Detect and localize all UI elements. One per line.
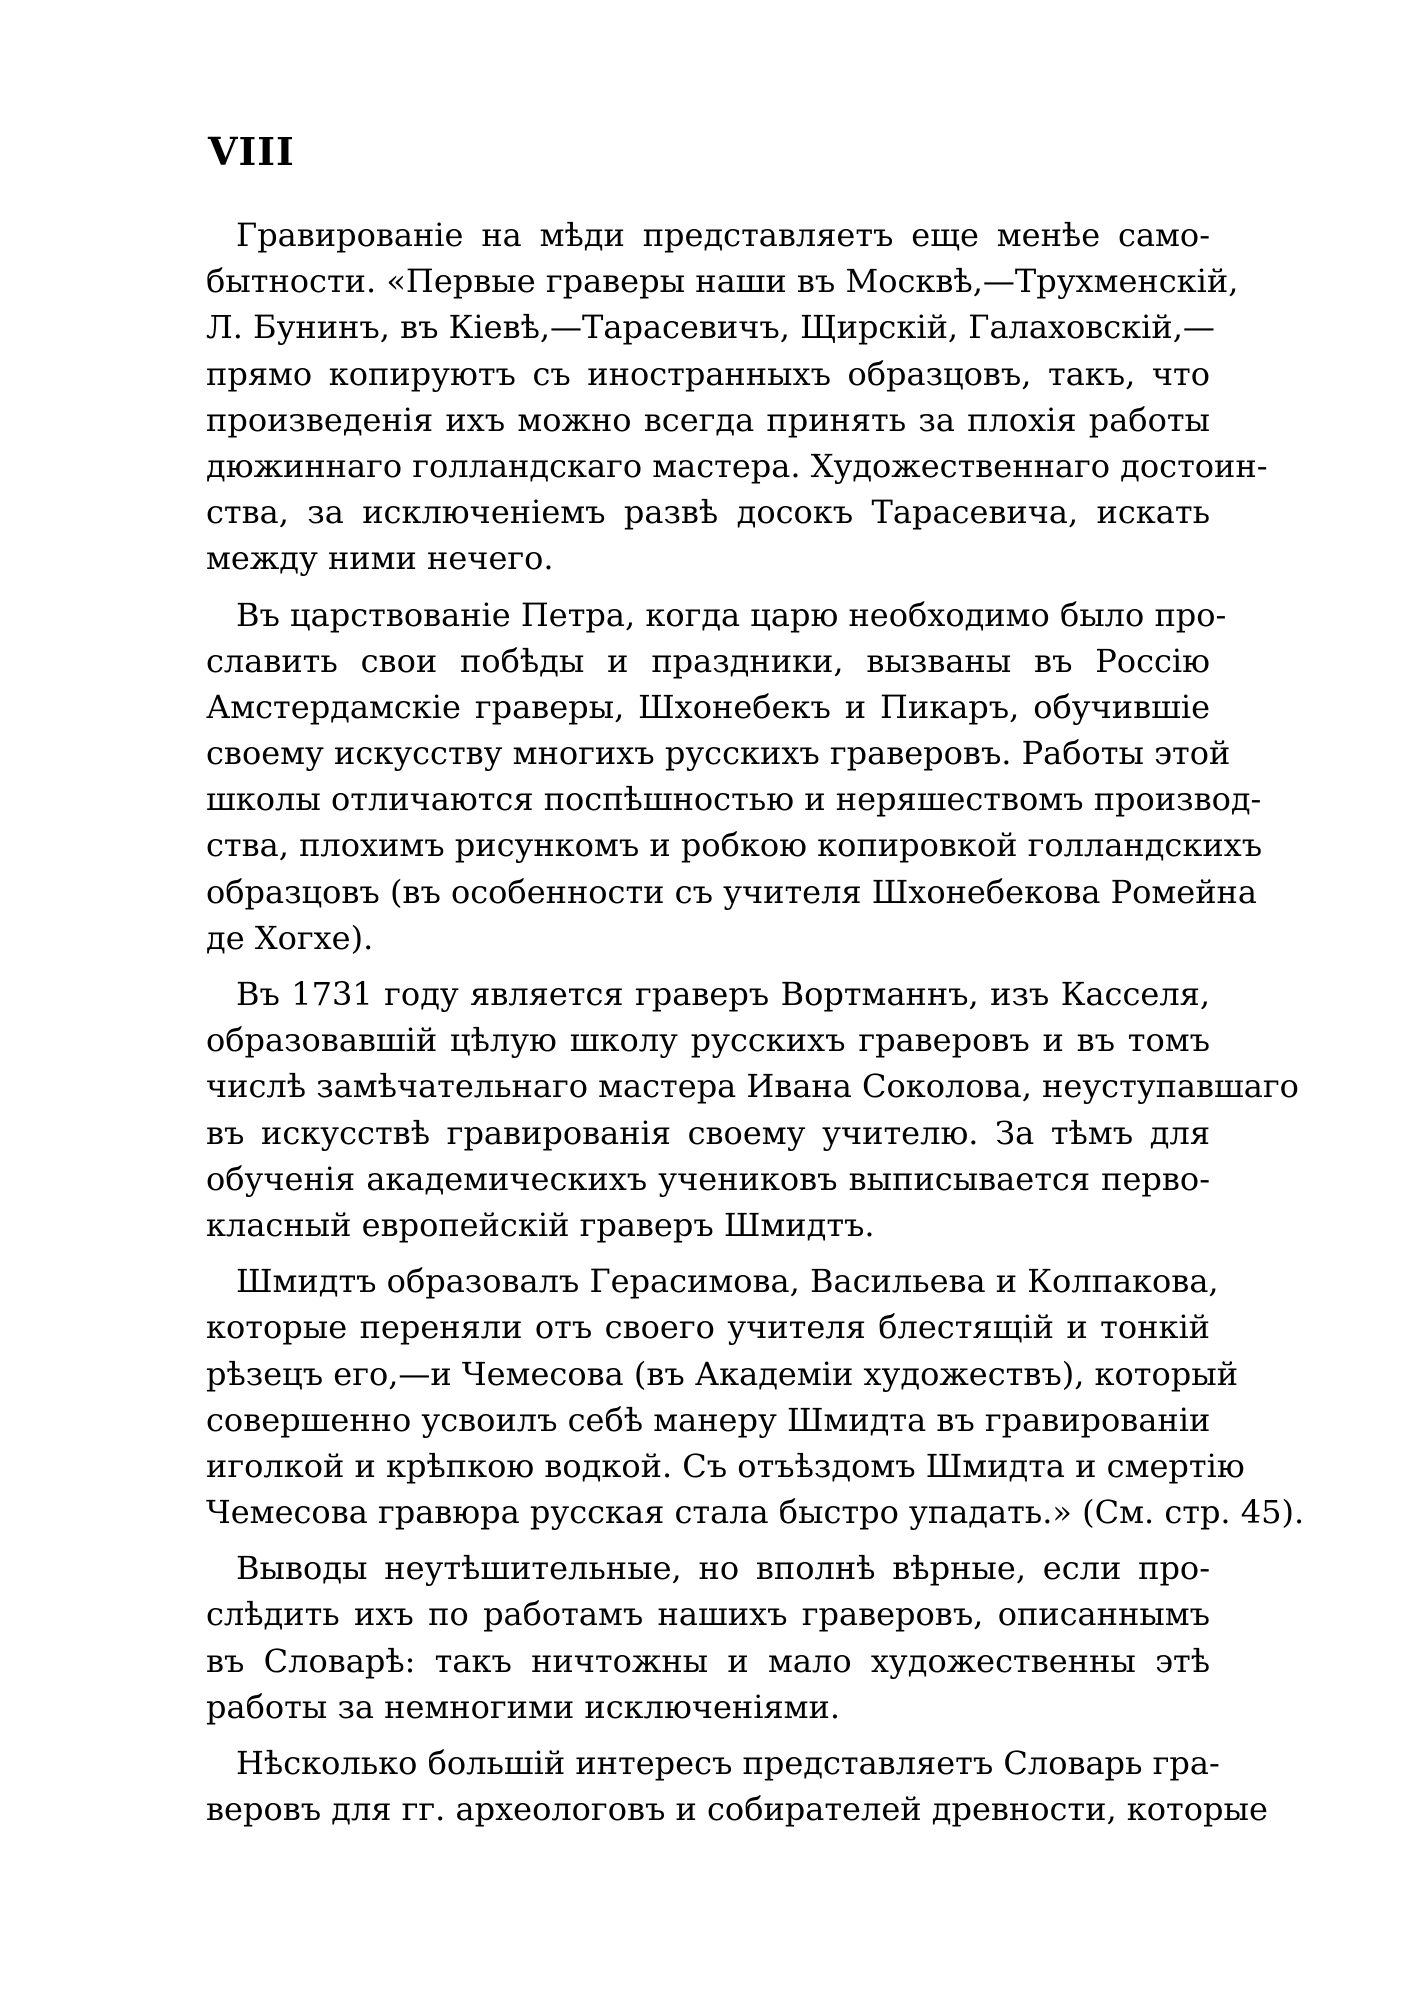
paragraph-gap [206, 1248, 1210, 1258]
text-line: образцовъ (въ особенности съ учителя Шхонебекова Ромейна [206, 872, 1257, 911]
text-line: въ Словарѣ: такъ ничтожны и мало художественны этѣ [206, 1641, 1210, 1680]
text-line: дюжиннаго голландскаго мастера. Художественнаго достоин- [206, 446, 1268, 485]
paragraph-gap [206, 582, 1210, 592]
text-line: работы за немногими исключеніями. [206, 1687, 841, 1726]
paragraph [206, 1740, 1268, 1832]
text-line: Выводы неутѣшительные, но вполнѣ вѣрные, если про- [236, 1549, 1210, 1588]
text-line: слѣдить ихъ по работамъ нашихъ граверовъ, описаннымъ [206, 1595, 1210, 1634]
text-line: Шмидтъ образовалъ Герасимова, Васильева и Колпакова, [236, 1262, 1219, 1301]
text-line: произведенія ихъ можно всегда принять за плохія работы [206, 400, 1210, 439]
text-line: совершенно усвоилъ себѣ манеру Шмидта въ гравированіи [206, 1400, 1211, 1439]
paragraph-gap [206, 961, 1210, 971]
text-line: веровъ для гг. археологовъ и собирателей древности, которые [206, 1790, 1268, 1829]
text-line: рѣзецъ его,—и Чемесова (въ Академіи художествъ), который [206, 1354, 1239, 1393]
paragraph [206, 971, 1299, 1248]
text-line: класный европейскій граверъ Шмидтъ. [206, 1205, 875, 1244]
paragraph-gap [206, 1535, 1210, 1545]
text-line: Въ царствованіе Петра, когда царю необходимо было про- [236, 595, 1227, 634]
text-line: славить свои побѣды и праздники, вызваны въ Россію [206, 641, 1210, 680]
text-line: Чемесова гравюра русская стала быстро упадать.» (См. стр. 45). [206, 1493, 1305, 1532]
text-line: образовавшій цѣлую школу русскихъ граверовъ и въ томъ [206, 1021, 1210, 1060]
text-line: ства, за исключеніемъ развѣ досокъ Тарасевича, искать [206, 493, 1210, 532]
text-line: которые переняли отъ своего учителя блестящій и тонкій [206, 1308, 1210, 1347]
page-number: VIII [208, 129, 295, 174]
text-line: Л. Бунинъ, въ Кіевѣ,—Тарасевичъ, Щирскій, Галаховскій,— [206, 308, 1215, 347]
paragraph [206, 212, 1268, 582]
text-line: Гравированіе на мѣди представляетъ еще менѣе само- [236, 216, 1210, 254]
text-line: въ искусствѣ гравированія своему учителю. За тѣмъ для [206, 1113, 1210, 1152]
text-line: Нѣсколько большій интересъ представляетъ Словарь гра- [236, 1744, 1220, 1782]
body-text [206, 212, 1305, 1832]
paragraph-gap [206, 1730, 1210, 1740]
text-line: числѣ замѣчательнаго мастера Ивана Соколова, неуступавшаго [206, 1067, 1299, 1106]
text-line: де Хогхе). [206, 918, 374, 957]
text-line: бытности. «Первые граверы наши въ Москвѣ,—Трухменскій, [206, 262, 1239, 301]
text-line: школы отличаются поспѣшностью и неряшествомъ производ- [206, 780, 1262, 819]
text-line: между ними нечего. [206, 539, 554, 578]
text-line: обученія академическихъ учениковъ выписывается перво- [206, 1159, 1210, 1198]
text-line: Амстердамскіе граверы, Шхонебекъ и Пикаръ, обучившіе [206, 687, 1210, 726]
text-line: Въ 1731 году является граверъ Вортманнъ, изъ Касселя, [236, 975, 1210, 1013]
paragraph [206, 1258, 1305, 1535]
text-line: своему искусству многихъ русскихъ граверовъ. Работы этой [206, 734, 1231, 773]
text-line: ства, плохимъ рисункомъ и робкою копировкой голландскихъ [206, 826, 1263, 865]
paragraph [206, 1545, 1210, 1730]
paragraph [206, 592, 1263, 962]
text-line: прямо копируютъ съ иностранныхъ образцовъ, такъ, что [206, 354, 1210, 393]
text-line: иголкой и крѣпкою водкой. Съ отъѣздомъ Шмидта и смертію [206, 1446, 1245, 1485]
